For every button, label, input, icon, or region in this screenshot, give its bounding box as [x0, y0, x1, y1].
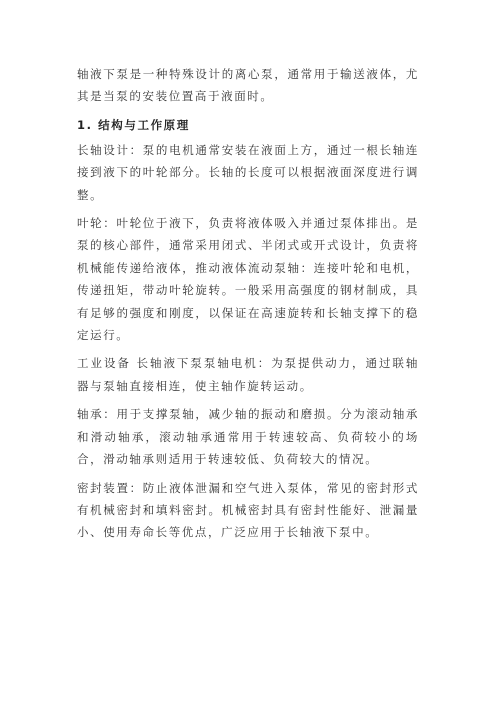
- paragraph-long-shaft-design: 长轴设计：泵的电机通常安装在液面上方，通过一根长轴连接到液下的叶轮部分。长轴的长度可以根据液面深度进行调整。: [77, 142, 419, 202]
- paragraph-seal: 密封装置：防止液体泄漏和空气进入泵体，常见的密封形式有机械密封和填料密封。机械密封具有密封性能好、泄漏量小、使用寿命长等优点，广泛应用于长轴液下泵中。: [77, 480, 419, 540]
- paragraph-motor: 工业设备 长轴液下泵泵轴电机：为泵提供动力，通过联轴器与泵轴直接相连，使主轴作旋转运动。: [77, 356, 419, 393]
- document-body: [77, 63, 419, 550]
- section-heading: 1. 结构与工作原理: [77, 117, 190, 132]
- paragraph-impeller: 叶轮：叶轮位于液下，负责将液体吸入并通过泵体排出。是泵的核心部件，通常采用闭式、半闭式或开式设计，负责将机械能传递给液体，推动液体流动泵轴：连接叶轮和电机，传递扭矩，带动叶轮旋转。一般采用高强度的钢材制成，具有足够的强度和刚度，以保证在高速旋转和长轴支撑下的稳定运行。: [77, 216, 419, 343]
- intro-paragraph: 轴液下泵是一种特殊设计的离心泵，通常用于输送液体，尤其是当泵的安装位置高于液面时。: [77, 67, 419, 104]
- paragraph-bearing: 轴承：用于支撑泵轴，减少轴的振动和磨损。分为滚动轴承和滑动轴承，滚动轴承通常用于转速较高、负荷较小的场合，滑动轴承则适用于转速较低、负荷较大的情况。: [77, 407, 419, 467]
